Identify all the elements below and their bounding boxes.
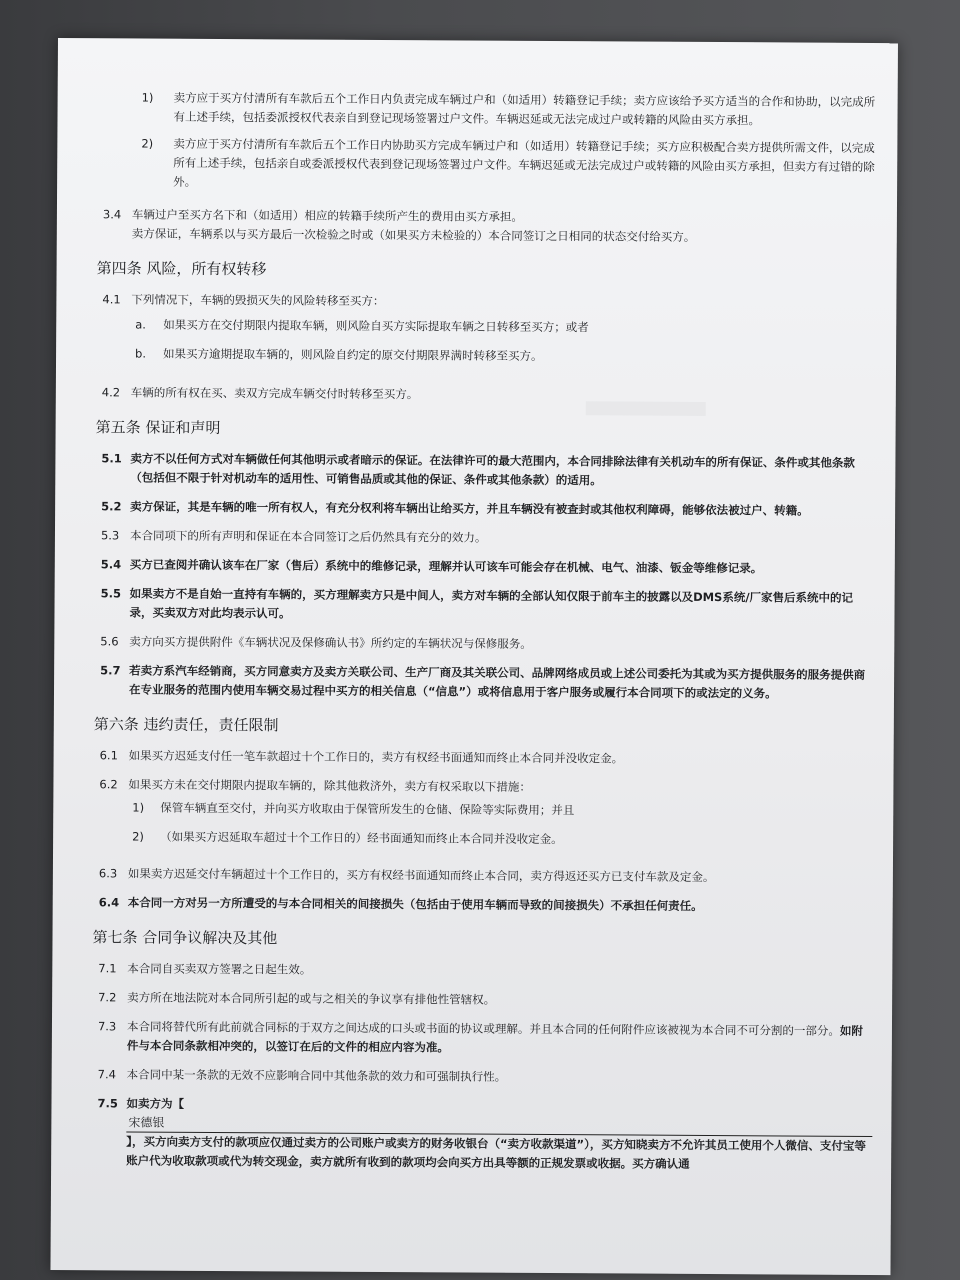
clause-text: 卖方保证，其是车辆的唯一所有权人，有充分权利将车辆出让给买方，并且车辆没有被查封或其他权利障碍，能够依法被过户、转籍。 (130, 499, 809, 518)
clause-3-3-2 (81, 134, 876, 196)
clause-7-1 (76, 959, 871, 983)
clause-number: 7.3 (97, 1019, 117, 1034)
clause-6-1 (78, 746, 873, 770)
clause-number: 5.5 (100, 586, 122, 601)
clause-4-1-b (80, 344, 875, 368)
clause-text: 如卖方为【 (126, 1096, 185, 1111)
clause-number: 2) (132, 829, 144, 844)
clause-text: 保管车辆直至交付，并向买方收取由于保管所发生的仓储、保险等实际费用；并且 (160, 800, 575, 818)
clause-number: 6.4 (98, 895, 120, 910)
clause-text: 如果买方在交付期限内提取车辆，则风险自买方实际提取车辆之日转移至买方；或者 (163, 317, 589, 335)
clause-number: 4.2 (101, 385, 121, 400)
clause-text: 如果卖方迟延交付车辆超过十个工作日的，买方有权经书面通知而终止本合同，卖方得返还买方已支付车款及定金。 (127, 866, 715, 885)
clause-number: 7.4 (97, 1067, 117, 1082)
clause-number: b. (135, 346, 147, 361)
clause-text-bold: 如附件与本合同条款相冲突的，以签订在后的文件的相应内容为准。 (126, 1023, 863, 1055)
clause-text: 如果买方未在交付期限内提取车辆的，除其他救济外，卖方有权采取以下措施： (128, 777, 531, 794)
section-7-title: 第七条 合同争议解决及其他 (92, 928, 278, 948)
section-4-title: 第四条 风险，所有权转移 (96, 259, 267, 279)
clause-6-2 (77, 775, 872, 799)
clause-text: 买方已查阅并确认该车在厂家（售后）系统中的维修记录，理解并认可该车可能会存在机械、电气、油漆、钣金等维修记录。 (129, 557, 763, 576)
clause-text: 本合同自买卖双方签署之日起生效。 (127, 961, 312, 977)
contract-page (50, 38, 898, 1275)
clause-5-7 (78, 661, 873, 704)
clause-5-3 (79, 526, 874, 550)
clause-text: 卖方保证，车辆系以与买方最后一次检验之时或（如果买方未检验的）本合同签订之日相同的状态交付给买方。 (131, 226, 696, 244)
clause-text: 卖方应于买方付清所有车款后五个工作日内协助买方完成车辆过户和（如适用）转籍登记手续；买方应积极配合卖方提供所需文件，以完成所有上述手续，包括亲自或委派授权代表到登记现场签署过户文件。车辆迟延或无法完成过户或转籍的风险由买方承担，但卖方有过错的除外。 (173, 136, 875, 189)
clause-number: 6.1 (99, 748, 118, 763)
clause-text: 下列情况下，车辆的毁损灭失的风险转移至买方： (131, 292, 385, 308)
clause-number: 6.2 (99, 777, 118, 792)
clause-number: 7.1 (98, 961, 117, 976)
clause-number: 5.6 (100, 634, 119, 649)
clause-text: 卖方不以任何方式对车辆做任何其他明示或者暗示的保证。在法律许可的最大范围内，本合同排除法律有关机动车的所有保证、条件或其他条款（包括但不限于针对机动车的适用性、可销售品质或其他的保证、条件或其他条款）的适用。 (130, 451, 855, 488)
section-5-title: 第五条 保证和声明 (95, 418, 221, 437)
clause-3-3-1 (81, 88, 876, 131)
clause-4-2 (80, 383, 875, 407)
clause-7-5-continuation: 】，买方向卖方支付的款项应仅通过卖方的公司账户或卖方的财务收银台（“卖方收款渠道”），买方知晓卖方不允许其员工使用个人微信、支付宝等账户代为收取款项或代为转交现金，卖方就所有收到的款项均会向买方出具等额的正规发票或收据。买方确认通 (126, 1134, 866, 1171)
clause-text: 卖方向买方提供附件《车辆状况及保修确认书》所约定的车辆状况与保修服务。 (129, 634, 532, 651)
clause-number: 5.2 (101, 499, 122, 514)
clause-number: 3.4 (102, 207, 122, 222)
clause-6-4 (77, 893, 872, 917)
clause-5-2 (79, 497, 874, 521)
clause-5-6 (78, 632, 873, 656)
clause-text: 卖方应于买方付清所有车款后五个工作日内负责完成车辆过户和（如适用）转籍登记手续；卖方应该给予买方适当的合作和协助，以完成所有上述手续，包括委派授权代表亲自到登记现场签署过户文件。车辆迟延或无法完成过户或转籍的风险由买方承担。 (173, 90, 876, 128)
clause-4-1 (80, 290, 875, 314)
clause-text: 如果卖方不是自始一直持有车辆的，买方理解卖方只是中间人，卖方对车辆的全部认知仅限于前车主的披露以及DMS系统/厂家售后系统中的记录，买卖双方对此均表示认可。 (129, 586, 854, 621)
clause-number: 4.1 (102, 292, 121, 307)
clause-text: 卖方所在地法院对本合同所引起的或与之相关的争议享有排他性管辖权。 (127, 990, 496, 1007)
clause-number: 7.5 (97, 1096, 118, 1111)
clause-text: 如果买方迟延支付任一笔车款超过十个工作日的，卖方有权经书面通知而终止本合同并没收定金。 (128, 748, 624, 766)
clause-number: 5.7 (100, 663, 121, 678)
clause-7-2 (76, 988, 871, 1012)
clause-7-4 (76, 1065, 871, 1089)
clause-5-5 (78, 584, 873, 627)
clause-number: 1) (132, 800, 145, 815)
clause-text: 本合同中某一条款的无效不应影响合同中其他条款的效力和可强制执行性。 (126, 1067, 507, 1084)
clause-number: 1) (141, 90, 154, 105)
clause-6-2-1 (77, 798, 872, 822)
clause-text: 车辆的所有权在买、卖双方完成车辆交付时转移至买方。 (130, 385, 419, 402)
clause-5-4 (79, 555, 874, 579)
section-6-title: 第六条 违约责任，责任限制 (93, 715, 279, 735)
clause-6-2-2 (77, 827, 872, 851)
contract-content (75, 88, 877, 1175)
clause-text: 本合同将替代所有此前就合同标的于双方之间达成的口头或书面的协议或理解。并且本合同的任何附件应该被视为本合同不可分割的一部分。 (126, 1019, 840, 1038)
clause-7-3 (76, 1017, 871, 1060)
clause-text: 本合同项下的所有声明和保证在本合同签订之后仍然具有充分的效力。 (129, 528, 487, 545)
clause-3-4 (81, 205, 876, 248)
clause-number: 5.3 (100, 528, 120, 543)
clause-number: 7.2 (98, 990, 117, 1005)
clause-text: 如果买方逾期提取车辆的，则风险自约定的原交付期限界满时转移至买方。 (163, 346, 543, 363)
clause-number: 2) (141, 136, 154, 151)
clause-number: 6.3 (98, 866, 118, 881)
clause-number: 5.4 (100, 557, 122, 572)
clause-text: （如果买方迟延取车超过十个工作日的）经书面通知而终止本合同并没收定金。 (160, 829, 563, 847)
seller-name-field: 宋德银 (126, 1113, 872, 1137)
clause-text: 本合同一方对另一方所遭受的与本合同相关的间接损失（包括由于使用车辆而导致的间接损失）不承担任何责任。 (127, 895, 703, 913)
clause-number: a. (135, 317, 146, 332)
clause-text: 车辆过户至买方名下和（如适用）相应的转籍手续所产生的费用由买方承担。 (131, 207, 523, 224)
clause-4-1-a (80, 315, 875, 339)
clause-number: 5.1 (101, 451, 122, 466)
clause-text: 若卖方系汽车经销商，买方同意卖方及卖方关联公司、生产厂商及其关联公司、品牌网络成员或上述公司委托为其或为买方提供服务的服务提供商在专业服务的范围内使用车辆交易过程中买方的相关信息（“信息”）或将信息用于客户服务或履行本合同项下的或法定的义务。 (128, 663, 866, 701)
clause-5-1 (79, 449, 874, 492)
clause-6-3 (77, 864, 872, 888)
